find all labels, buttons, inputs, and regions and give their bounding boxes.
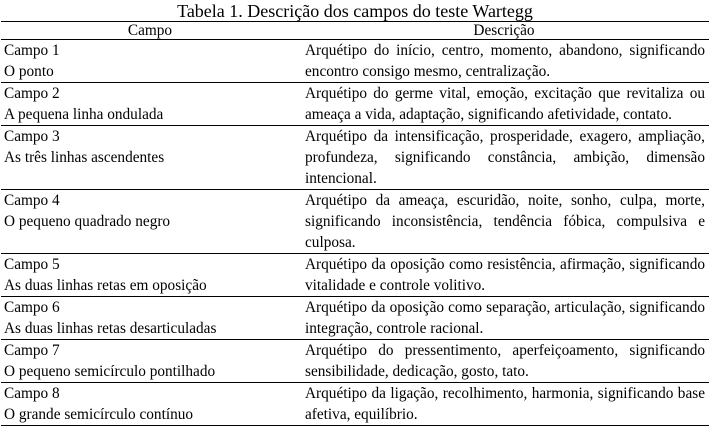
campo-cell xyxy=(1,83,299,126)
campo-number: Campo 5 xyxy=(4,256,60,273)
description-cell: Arquétipo da ameaça, escuridão, noite, sonho, culpa, morte, significando inconsistência, tendência fóbica, compulsiva e culposa. xyxy=(299,190,709,254)
campo-name: O pequeno semicírculo pontilhado xyxy=(4,363,216,380)
campo-cell xyxy=(1,190,299,254)
campo-number: Campo 6 xyxy=(4,299,60,316)
campo-name: As duas linhas retas em oposição xyxy=(4,277,207,294)
description-cell: Arquétipo do germe vital, emoção, excitação que revitaliza ou ameaça a vida, adaptação, significando afetividade, contato. xyxy=(299,83,709,126)
header-row xyxy=(1,22,709,40)
table-row xyxy=(1,190,709,254)
campo-cell xyxy=(1,40,299,83)
description-cell: Arquétipo do pressentimento, aperfeiçoamento, significando sensibilidade, dedicação, gosto, tato. xyxy=(299,340,709,383)
campo-name: As duas linhas retas desarticuladas xyxy=(4,320,217,337)
campo-cell xyxy=(1,297,299,340)
campo-name: O ponto xyxy=(4,63,54,80)
header-campo: Campo xyxy=(1,22,299,40)
campo-number: Campo 7 xyxy=(4,342,60,359)
table-row xyxy=(1,83,709,126)
campo-cell xyxy=(1,254,299,297)
campo-name: As três linhas ascendentes xyxy=(4,149,165,166)
description-cell: Arquétipo da intensificação, prosperidade, exagero, ampliação, profundeza, significando constância, ambição, dimensão intencional. xyxy=(299,126,709,190)
description-cell: Arquétipo da oposição como resistência, afirmação, significando vitalidade e controle volitivo. xyxy=(299,254,709,297)
table-row xyxy=(1,126,709,190)
description-cell: Arquétipo da oposição como separação, articulação, significando integração, controle racional. xyxy=(299,297,709,340)
description-cell: Arquétipo da ligação, recolhimento, harmonia, significando base afetiva, equilíbrio. xyxy=(299,383,709,426)
table-row xyxy=(1,383,709,426)
table-row xyxy=(1,340,709,383)
wartegg-fields-table xyxy=(1,21,709,426)
campo-cell xyxy=(1,126,299,190)
campo-name: O grande semicírculo contínuo xyxy=(4,406,194,423)
campo-number: Campo 1 xyxy=(4,42,60,59)
campo-number: Campo 4 xyxy=(4,192,60,209)
table-caption: Tabela 1. Descrição dos campos do teste Wartegg xyxy=(177,1,533,21)
campo-number: Campo 8 xyxy=(4,385,60,402)
table-row xyxy=(1,297,709,340)
campo-cell xyxy=(1,383,299,426)
description-cell: Arquétipo do início, centro, momento, abandono, significando encontro consigo mesmo, centralização. xyxy=(299,40,709,83)
campo-cell xyxy=(1,340,299,383)
campo-number: Campo 2 xyxy=(4,85,60,102)
campo-name: O pequeno quadrado negro xyxy=(4,213,171,230)
header-descricao: Descrição xyxy=(299,22,709,40)
campo-number: Campo 3 xyxy=(4,128,60,145)
campo-name: A pequena linha ondulada xyxy=(4,106,164,123)
table-row xyxy=(1,40,709,83)
table-row xyxy=(1,254,709,297)
